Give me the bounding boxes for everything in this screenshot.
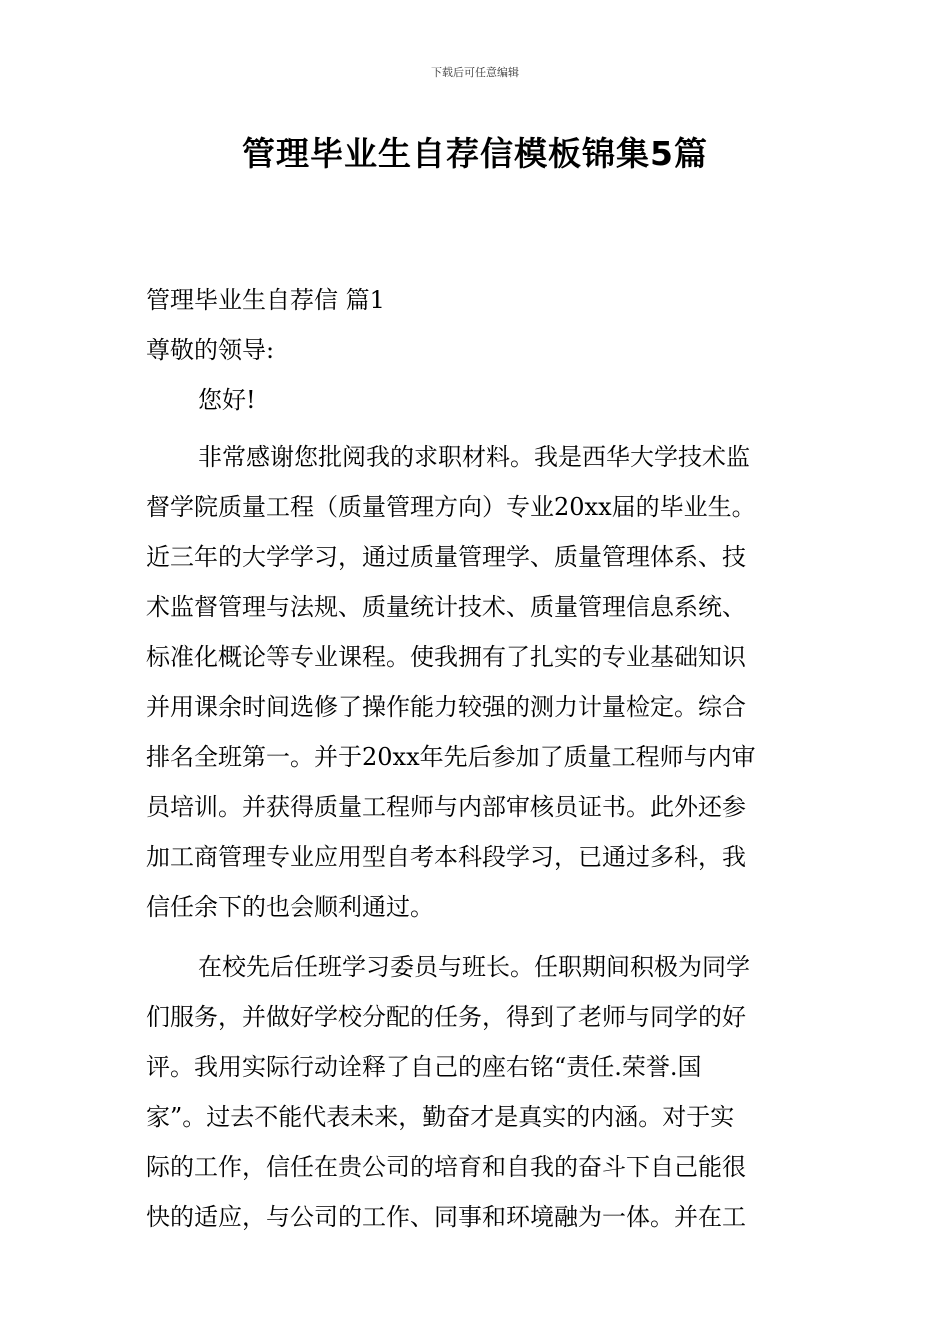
header-note: 下载后可任意编辑 xyxy=(431,66,519,79)
paragraph-line: 际的工作，信任在贵公司的培育和自我的奋斗下自己能很 xyxy=(146,1153,746,1181)
letter-salutation: 尊敬的领导: xyxy=(146,336,275,364)
letter-greeting: 您好! xyxy=(198,386,256,414)
paragraph-line: 评。我用实际行动诠释了自己的座右铭“责任.荣誉.国 xyxy=(146,1053,702,1081)
paragraph-line: 并用课余时间选修了操作能力较强的测力计量检定。综合 xyxy=(146,693,746,721)
paragraph-line: 在校先后任班学习委员与班长。任职期间积极为同学 xyxy=(198,953,750,981)
paragraph-line: 近三年的大学学习，通过质量管理学、质量管理体系、技 xyxy=(146,543,746,571)
paragraph-line: 排名全班第一。并于20xx年先后参加了质量工程师与内审 xyxy=(146,743,756,771)
paragraph-line: 非常感谢您批阅我的求职材料。我是西华大学技术监 xyxy=(198,443,750,471)
paragraph-line: 们服务，并做好学校分配的任务，得到了老师与同学的好 xyxy=(146,1003,746,1031)
document-title: 管理毕业生自荐信模板锦集5篇 xyxy=(242,134,708,173)
letter-body xyxy=(146,280,806,1252)
paragraph-line: 信任余下的也会顺利通过。 xyxy=(146,893,434,921)
paragraph-line: 督学院质量工程（质量管理方向）专业20xx届的毕业生。 xyxy=(146,493,756,521)
paragraph-line: 员培训。并获得质量工程师与内部审核员证书。此外还参 xyxy=(146,793,746,821)
paragraph-1 xyxy=(146,432,806,932)
paragraph-line: 家”。过去不能代表未来，勤奋才是真实的内涵。对于实 xyxy=(146,1103,735,1131)
paragraph-line: 加工商管理专业应用型自考本科段学习，已通过多科，我 xyxy=(146,843,746,871)
paragraph-line: 标准化概论等专业课程。使我拥有了扎实的专业基础知识 xyxy=(146,643,746,671)
paragraph-line: 快的适应，与公司的工作、同事和环境融为一体。并在工 xyxy=(146,1203,746,1231)
paragraph-2 xyxy=(146,942,806,1242)
letter-heading: 管理毕业生自荐信 篇1 xyxy=(146,286,385,314)
paragraph-line: 术监督管理与法规、质量统计技术、质量管理信息系统、 xyxy=(146,593,746,621)
